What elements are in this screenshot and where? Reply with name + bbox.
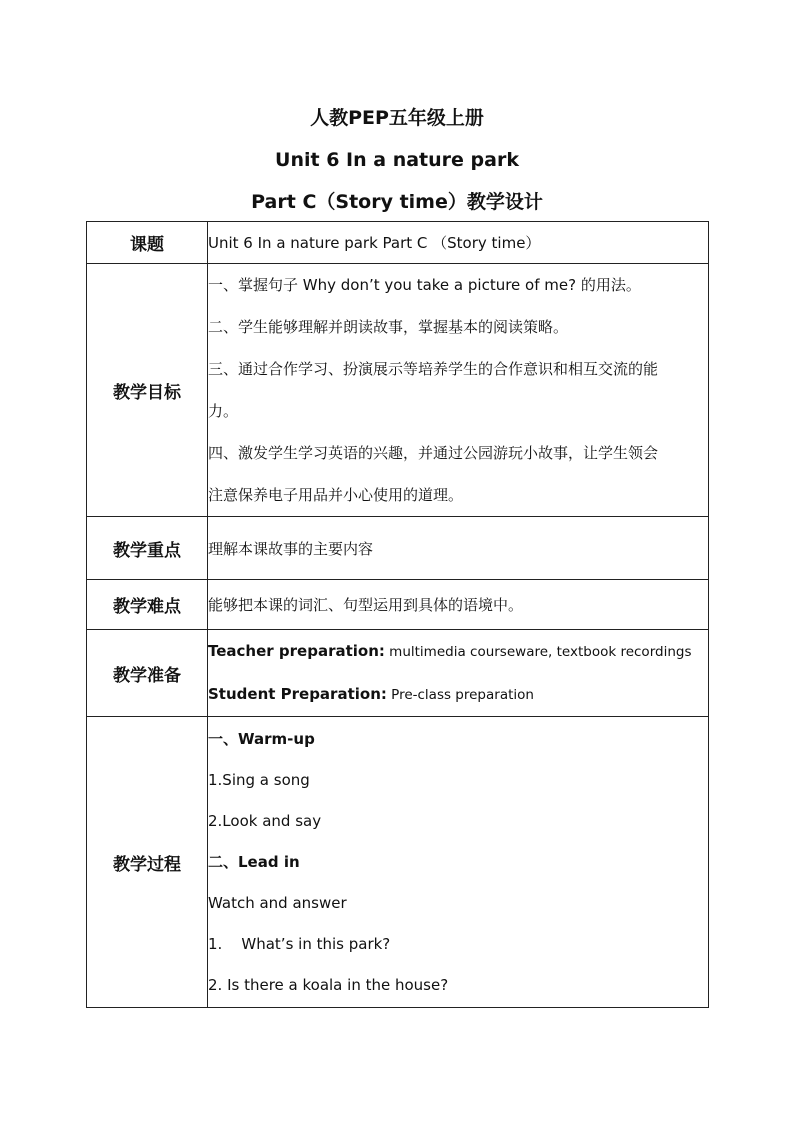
document-unit-title: Unit 6 In a nature park [275, 149, 519, 171]
teacher-preparation [208, 630, 708, 673]
objective-line: 一、掌握句子 Why don’t you take a picture of me? 的用法。 [208, 276, 641, 294]
topic-row [87, 222, 709, 264]
objectives-row [87, 264, 709, 517]
lesson-plan-table [86, 221, 709, 1008]
student-preparation [208, 673, 708, 716]
teacher-preparation-label: Teacher preparation: [208, 642, 385, 660]
objective-line: 三、通过合作学习、扮演展示等培养学生的合作意识和相互交流的能 [208, 360, 659, 378]
objective-line: 二、学生能够理解并朗读故事，掌握基本的阅读策略。 [208, 318, 569, 336]
topic-value: Unit 6 In a nature park Part C （Story time） [208, 222, 709, 264]
leadin-item: 2. Is there a koala in the house? [208, 975, 449, 994]
difficulties-value: 能够把本课的词汇、句型运用到具体的语境中。 [208, 580, 709, 630]
preparation-row [87, 630, 709, 717]
topic-label: 课题 [87, 222, 208, 264]
key-points-label: 教学重点 [87, 517, 208, 580]
objective-line: 注意保养电子用品并小心使用的道理。 [208, 486, 464, 504]
process-label: 教学过程 [87, 717, 208, 1008]
key-points-value: 理解本课故事的主要内容 [208, 517, 709, 580]
leadin-intro: Watch and answer [208, 893, 347, 912]
document-titles [0, 100, 794, 213]
preparation-content [208, 630, 709, 717]
objective-line: 四、激发学生学习英语的兴趣，并通过公园游玩小故事，让学生领会 [208, 444, 659, 462]
key-points-row [87, 517, 709, 580]
warmup-item: 2.Look and say [208, 811, 322, 830]
preparation-label: 教学准备 [87, 630, 208, 717]
leadin-item: 1. What’s in this park? [208, 934, 391, 953]
process-content [208, 717, 709, 1008]
student-preparation-value: Pre-class preparation [386, 687, 534, 703]
warmup-item: 1.Sing a song [208, 770, 310, 789]
objective-line: 力。 [208, 402, 239, 420]
difficulties-label: 教学难点 [87, 580, 208, 630]
difficulties-row [87, 580, 709, 630]
teacher-preparation-value: multimedia courseware, textbook recordings [384, 644, 692, 660]
student-preparation-label: Student Preparation: [208, 685, 387, 703]
warmup-heading: 一、Warm-up [208, 729, 315, 748]
document-title: 人教PEP五年级上册 [310, 107, 484, 129]
process-row [87, 717, 709, 1008]
leadin-heading: 二、Lead in [208, 852, 300, 871]
objectives-content [208, 264, 709, 517]
document-part-title: Part C（Story time）教学设计 [251, 191, 543, 213]
objectives-label: 教学目标 [87, 264, 208, 517]
